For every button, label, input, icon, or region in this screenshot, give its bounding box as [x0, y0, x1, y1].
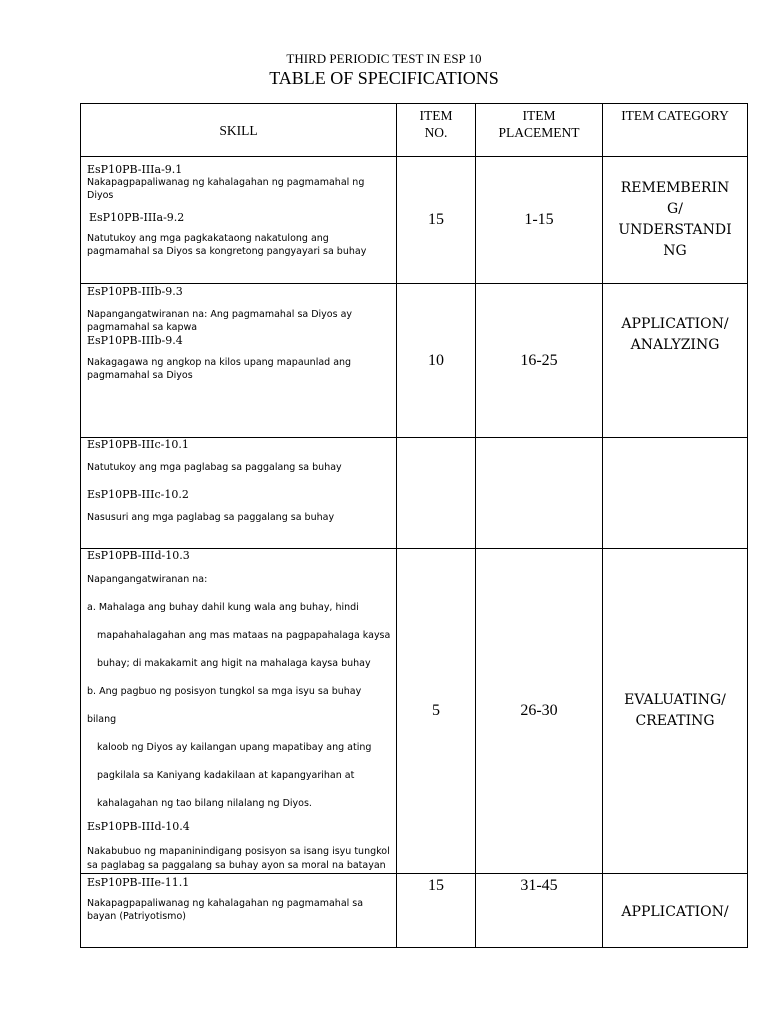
competency-code: EsP10PB-IIIa-9.2	[89, 211, 185, 224]
table-row	[81, 874, 748, 948]
competency-desc: Nasusuri ang mga paglabag sa paggalang sa buhay	[87, 512, 335, 523]
competency-desc: kaloob ng Diyos ay kailangan upang mapatibay ang ating	[97, 742, 372, 753]
competency-desc: mapahahalagahan ang mas mataas na pagpapahalaga kaysa	[97, 630, 391, 641]
item-placement-cell: 26-30	[476, 549, 603, 874]
header-placement-line2: PLACEMENT	[498, 125, 580, 140]
category-line: EVALUATING/	[624, 692, 726, 708]
item-category-cell	[603, 549, 748, 874]
competency-desc: a. Mahalaga ang buhay dahil kung wala ang buhay, hindi	[87, 602, 359, 613]
category-line: ANALYZING	[630, 337, 720, 353]
competency-code: EsP10PB-IIIa-9.1	[87, 163, 183, 176]
skill-cell	[81, 284, 397, 438]
item-category-cell	[603, 284, 748, 438]
item-placement-cell: 31-45	[476, 874, 603, 948]
item-no-cell: 15	[397, 874, 476, 948]
competency-desc: Nakagagawa ng angkop na kilos upang mapaunlad ang pagmamahal sa Diyos	[87, 357, 352, 381]
competency-desc: b. Ang pagbuo ng posisyon tungkol sa mga isyu sa buhay bilang	[87, 686, 362, 725]
item-category-cell	[603, 438, 748, 549]
header-item-no-line2: NO.	[424, 125, 448, 140]
category-line: G/	[667, 201, 683, 217]
competency-desc: pagkilala sa Kaniyang kadakilaan at kapangyarihan at	[97, 770, 355, 781]
competency-desc: Napangangatwiranan na: Ang pagmamahal sa Diyos ay pagmamahal sa kapwa	[87, 309, 353, 333]
category-line: NG	[663, 243, 687, 259]
skill-cell	[81, 549, 397, 874]
table-row	[81, 284, 748, 438]
category-line: APPLICATION/	[621, 316, 729, 332]
competency-desc: Nakapagpapaliwanag ng kahalagahan ng pagmamahal sa bayan (Patriyotismo)	[87, 898, 364, 922]
category-line: APPLICATION/	[621, 904, 729, 920]
item-category-cell	[603, 874, 748, 948]
competency-desc: Nakapagpapaliwanag ng kahalagahan ng pagmamahal ng Diyos	[87, 177, 365, 201]
competency-code: EsP10PB-IIIb-9.3	[87, 285, 183, 298]
specifications-table	[80, 103, 748, 948]
competency-desc: buhay; di makakamit ang higit na mahalaga kaysa buhay	[97, 658, 371, 669]
header-skill: SKILL	[81, 104, 397, 157]
table-header-row	[81, 104, 748, 157]
competency-desc: Napangangatwiranan na:	[87, 574, 208, 585]
table-row	[81, 438, 748, 549]
competency-code: EsP10PB-IIIe-11.1	[87, 876, 190, 889]
skill-cell	[81, 874, 397, 948]
item-no-cell: 5	[397, 549, 476, 874]
competency-code: EsP10PB-IIIc-10.2	[87, 488, 189, 501]
category-line: CREATING	[635, 713, 715, 729]
category-line: UNDERSTANDI	[618, 222, 732, 238]
item-no-cell: 10	[397, 284, 476, 438]
skill-cell	[81, 157, 397, 284]
header-item-category: ITEM CATEGORY	[603, 104, 748, 157]
competency-desc: Natutukoy ang mga paglabag sa paggalang sa buhay	[87, 462, 342, 473]
header-item-no	[397, 104, 476, 157]
competency-code: EsP10PB-IIId-10.3	[87, 549, 190, 562]
item-category-cell	[603, 157, 748, 284]
header-placement-line1: ITEM	[522, 108, 556, 123]
doc-title: THIRD PERIODIC TEST IN ESP 10	[286, 51, 482, 66]
table-row	[81, 549, 748, 874]
table-row	[81, 157, 748, 284]
header-item-placement	[476, 104, 603, 157]
competency-code: EsP10PB-IIIb-9.4	[87, 334, 183, 347]
doc-subtitle: TABLE OF SPECIFICATIONS	[269, 68, 499, 88]
item-placement-cell: 16-25	[476, 284, 603, 438]
item-no-cell: 15	[397, 157, 476, 284]
header-item-no-line1: ITEM	[419, 108, 453, 123]
competency-desc: Nakabubuo ng mapaninindigang posisyon sa isang isyu tungkol sa paglabag sa paggalang sa buhay ayon sa moral na batayan	[87, 846, 390, 871]
item-no-cell	[397, 438, 476, 549]
competency-desc: Natutukoy ang mga pagkakataong nakatulong ang pagmamahal sa Diyos sa kongretong pangyayari sa buhay	[87, 233, 367, 257]
item-placement-cell: 1-15	[476, 157, 603, 284]
competency-code: EsP10PB-IIIc-10.1	[87, 438, 189, 451]
skill-cell	[81, 438, 397, 549]
competency-desc: kahalagahan ng tao bilang nilalang ng Diyos.	[97, 798, 312, 809]
competency-code: EsP10PB-IIId-10.4	[87, 820, 190, 833]
category-line: REMEMBERIN	[620, 180, 730, 196]
item-placement-cell	[476, 438, 603, 549]
